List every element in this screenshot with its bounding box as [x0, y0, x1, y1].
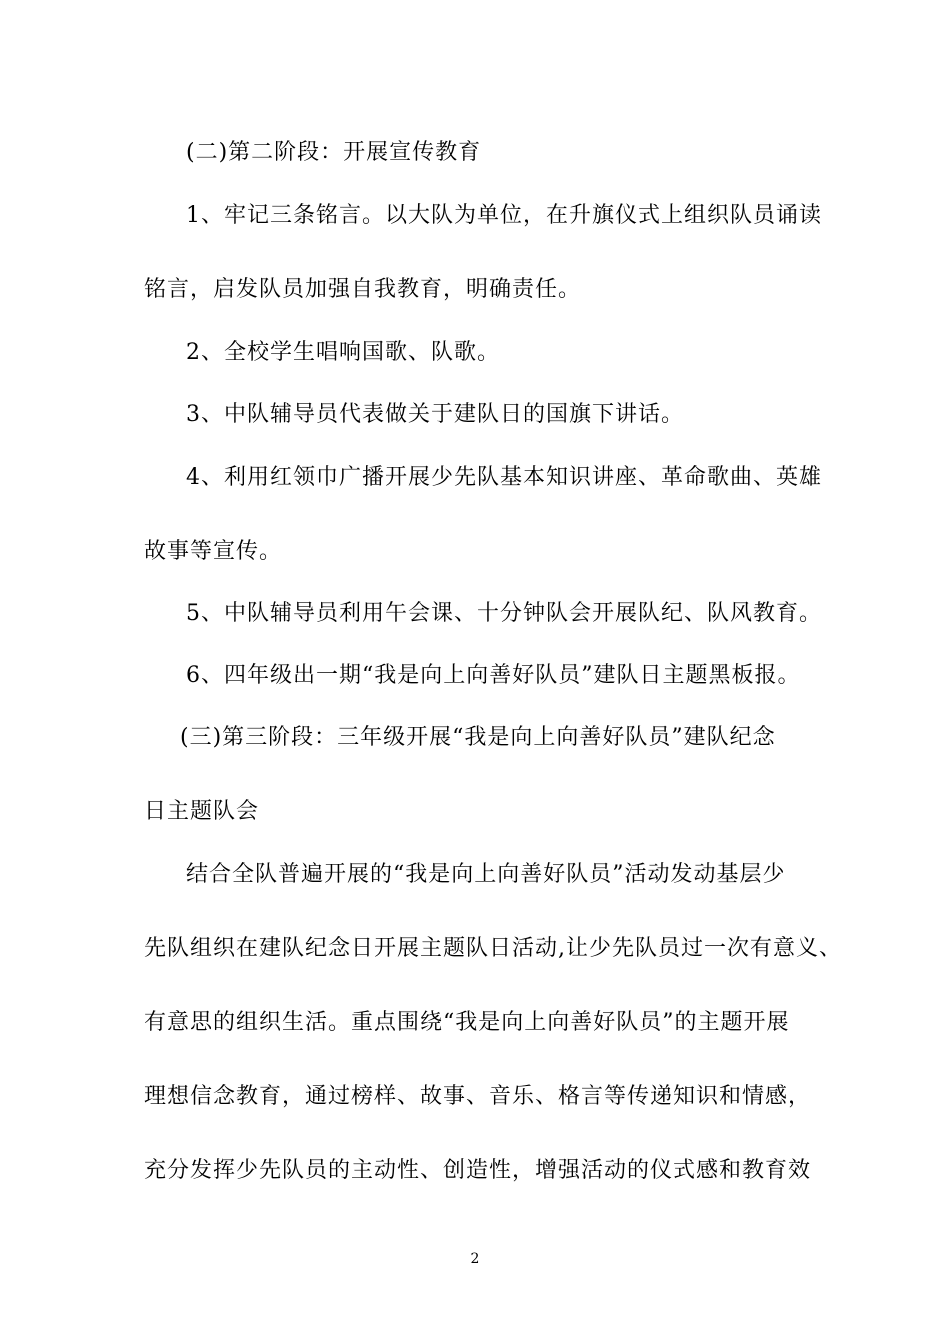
paragraph-line: 有意思的组织生活。重点围绕“我是向上向善好队员”的主题开展	[144, 1010, 790, 1035]
paragraph-line: 充分发挥少先队员的主动性、创造性，增强活动的仪式感和教育效	[144, 1158, 812, 1183]
section-heading-stage-two: (二)第二阶段：开展宣传教育	[186, 140, 482, 165]
paragraph-line: 故事等宣传。	[144, 539, 283, 564]
paragraph-line: 2、全校学生唱响国歌、队歌。	[186, 340, 500, 365]
paragraph-line: 理想信念教育，通过榜样、故事、音乐、格言等传递知识和情感，	[144, 1084, 812, 1109]
paragraph-line: 5、中队辅导员利用午会课、十分钟队会开展队纪、队风教育。	[186, 601, 822, 626]
page-number: 2	[470, 1251, 480, 1267]
paragraph-line: 3、中队辅导员代表做关于建队日的国旗下讲话。	[186, 402, 684, 427]
section-heading-stage-three: (三)第三阶段：三年级开展“我是向上向善好队员”建队纪念	[180, 725, 776, 750]
paragraph-line: 4、利用红领巾广播开展少先队基本知识讲座、革命歌曲、英雄	[186, 465, 822, 490]
paragraph-line: 铭言，启发队员加强自我教育，明确责任。	[144, 277, 582, 302]
paragraph-line: 结合全队普遍开展的“我是向上向善好队员”活动发动基层少	[186, 862, 786, 887]
section-heading-stage-three-cont: 日主题队会	[144, 799, 260, 824]
paragraph-line: 1、牢记三条铭言。以大队为单位，在升旗仪式上组织队员诵读	[186, 203, 822, 228]
paragraph-line: 先队组织在建队纪念日开展主题队日活动,让少先队员过一次有意义、	[144, 936, 842, 961]
paragraph-line: 6、四年级出一期“我是向上向善好队员”建队日主题黑板报。	[186, 663, 801, 688]
